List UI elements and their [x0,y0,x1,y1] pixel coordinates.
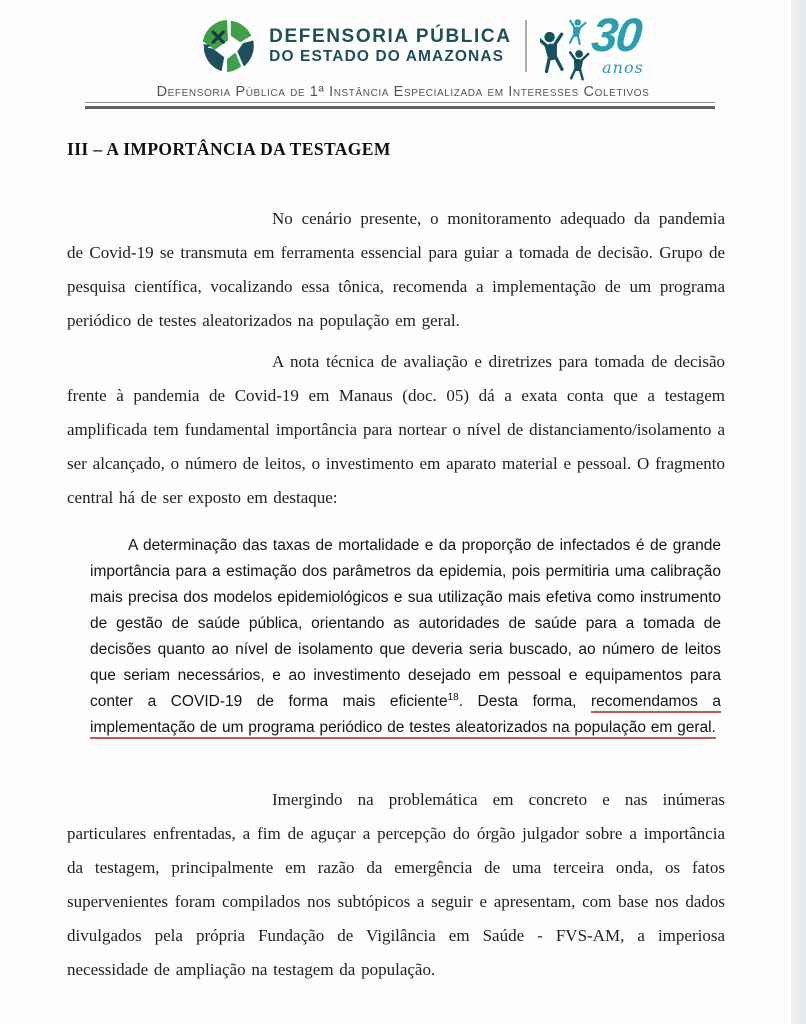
logo-divider [525,20,527,72]
logo-row [34,8,806,79]
scan-edge-strip [791,0,806,1024]
anniversary-number: 30 [588,8,643,61]
header-rule-thick [85,106,715,109]
jumping-people-figures-icon [540,13,598,85]
anniversary-label: anos [602,58,644,77]
citation-text: A determinação das taxas de mortalidade e da proporção de infectados é de grande importância para a estimação dos parâmetros da epidemia, pois permitiria uma calibração mais precisa dos modelos epidemiológicos e sua utilização mais efetiva como instrumento de gestão de saúde pública, orientando as autoridades de saúde para a tomada de decisões quanto ao nível de isolamento que deveria seria buscado, ao número de leitos que seriam necessários, e ao investimento desejado em pessoal e equipamentos para conter a COVID-19 de forma mais eficiente [90,537,721,710]
paragraph-2: A nota técnica de avaliação e diretrizes para tomada de decisão frente à pandemia de Covid-19 em Manaus (doc. 05) dá a exata conta que a testagem amplificada tem fundamental importância para nortear o nível de distanciamento/isolamento a ser alcançado, o número de leitos, o investimento em aparato material e pessoal. O fragmento central há de ser exposto em destaque: [67,352,725,507]
document-body [67,139,725,987]
anniversary-30-years-logo [540,8,644,85]
department-subtitle: Defensoria Pública de 1ª Instância Especializada em Interesses Coletivos [156,84,650,100]
citation-block [90,533,721,741]
letterhead [0,0,806,109]
header-separator [85,102,715,109]
header-rule-thin [85,102,715,103]
org-name-line2: DO ESTADO DO AMAZONAS [269,48,505,66]
org-name [269,26,511,66]
amazonas-globe-map-icon [200,18,256,74]
citation-underlined-text: recomendamos a implementação de um programa periódico de testes aleatorizados na população em geral. [90,693,721,736]
section-title: III – A IMPORTÂNCIA DA TESTAGEM [67,139,391,159]
org-name-line1: DEFENSORIA PÚBLICA [269,26,512,48]
citation-text-continued: . Desta forma, [458,693,592,710]
paragraph-3: Imergindo na problemática em concreto e nas inúmeras particulares enfrentadas, a fim de aguçar a percepção do órgão julgador sobre a importância da testagem, principalmente em razão da emergência de uma terceira onda, os fatos supervenientes foram compilados nos subtópicos a seguir e apresentam, com base nos dados divulgados pela própria Fundação de Vigilância em Saúde - FVS-AM, a imperiosa necessidade de ampliação na testagem da população. [67,790,725,979]
footnote-reference: 18 [447,691,459,703]
paragraph-1: No cenário presente, o monitoramento adequado da pandemia de Covid-19 se transmuta em ferramenta essencial para guiar a tomada de decisão. Grupo de pesquisa científica, vocalizando essa tônica, recomenda a implementação de um programa periódico de testes aleatorizados na população em geral. [67,209,725,330]
